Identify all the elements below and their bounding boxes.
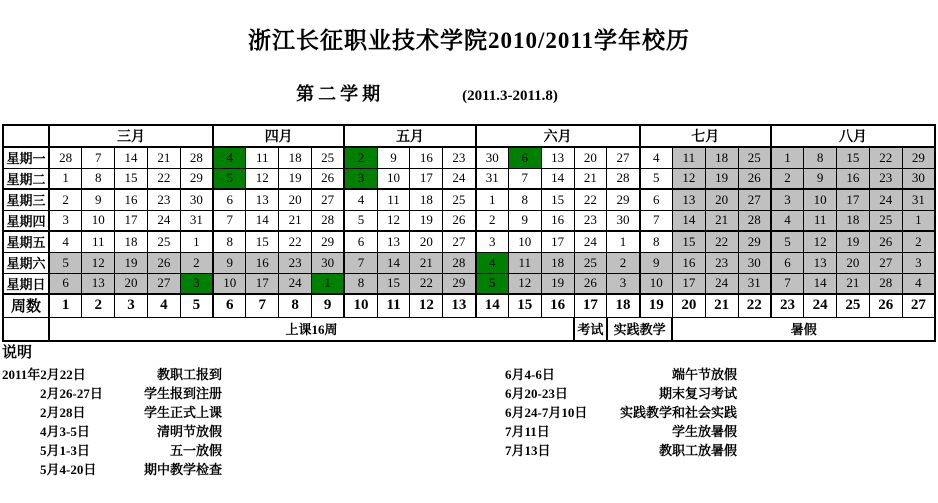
- date-cell: 16: [410, 147, 443, 168]
- date-cell: 30: [312, 252, 345, 273]
- date-cell: 8: [508, 189, 541, 210]
- date-cell: 20: [837, 252, 870, 273]
- date-cell: 12: [508, 273, 541, 294]
- date-cell: 2: [902, 231, 935, 252]
- date-cell: 17: [246, 273, 279, 294]
- date-cell: 5: [49, 252, 82, 273]
- date-cell: 24: [443, 168, 476, 189]
- weekday-label: 星期二: [3, 168, 49, 189]
- week-number-cell: 18: [607, 294, 640, 317]
- date-cell: 9: [640, 252, 673, 273]
- week-number-cell: 5: [180, 294, 213, 317]
- date-cell: 18: [705, 147, 738, 168]
- date-cell: 29: [738, 231, 771, 252]
- date-cell: 23: [147, 189, 180, 210]
- date-cell: 28: [312, 210, 345, 231]
- date-cell: 4: [213, 147, 246, 168]
- week-number-cell: 23: [771, 294, 804, 317]
- date-cell: 1: [771, 147, 804, 168]
- date-cell: 10: [804, 189, 837, 210]
- date-cell: 21: [574, 168, 607, 189]
- date-cell: 9: [213, 252, 246, 273]
- date-cell: 6: [640, 189, 673, 210]
- week-number-cell: 27: [902, 294, 935, 317]
- date-cell: 5: [344, 210, 377, 231]
- date-cell: 15: [541, 189, 574, 210]
- date-cell: 20: [279, 189, 312, 210]
- date-cell: 6: [213, 189, 246, 210]
- date-cell: 30: [476, 147, 509, 168]
- semester-label: 第二学期: [296, 84, 385, 104]
- month-header: 五月: [344, 125, 475, 147]
- note-event: 学生正式上课: [143, 405, 222, 420]
- weekday-row: [3, 210, 935, 231]
- date-cell: 22: [410, 273, 443, 294]
- note-item: [2, 383, 222, 402]
- date-cell: 6: [344, 231, 377, 252]
- corner-cell: [3, 125, 49, 147]
- weekday-row: [3, 168, 935, 189]
- note-event: 清明节放假: [156, 424, 222, 439]
- date-cell: 8: [804, 147, 837, 168]
- note-item: [2, 421, 222, 440]
- date-cell: 10: [640, 273, 673, 294]
- date-cell: 30: [902, 168, 935, 189]
- date-cell: 7: [344, 252, 377, 273]
- week-number-cell: 12: [410, 294, 443, 317]
- date-cell: 12: [672, 168, 705, 189]
- note-event: 学生放暑假: [671, 424, 737, 439]
- date-cell: 28: [869, 273, 902, 294]
- date-cell: 24: [705, 273, 738, 294]
- date-cell: 3: [344, 168, 377, 189]
- note-date: 4月3-5日: [40, 424, 90, 439]
- phase-cell: 考试: [574, 317, 607, 341]
- week-number-cell: 19: [640, 294, 673, 317]
- date-cell: 28: [738, 210, 771, 231]
- weekday-label: 星期六: [3, 252, 49, 273]
- date-cell: 19: [279, 168, 312, 189]
- date-cell: 2: [771, 168, 804, 189]
- week-number-cell: 24: [804, 294, 837, 317]
- date-cell: 31: [476, 168, 509, 189]
- date-cell: 6: [508, 147, 541, 168]
- note-item: [505, 440, 737, 459]
- date-cell: 25: [869, 210, 902, 231]
- note-item: [505, 421, 737, 440]
- note-event: 端午节放假: [671, 367, 737, 382]
- date-cell: 1: [476, 189, 509, 210]
- date-cell: 22: [279, 231, 312, 252]
- date-cell: 3: [180, 273, 213, 294]
- note-date: 7月11日: [505, 424, 550, 439]
- date-cell: 13: [672, 189, 705, 210]
- date-cell: 12: [82, 252, 115, 273]
- date-cell: 19: [115, 252, 148, 273]
- date-cell: 20: [115, 273, 148, 294]
- date-cell: 12: [377, 210, 410, 231]
- date-cell: 8: [640, 231, 673, 252]
- date-cell: 17: [672, 273, 705, 294]
- note-date: 7月13日: [505, 443, 551, 458]
- date-cell: 18: [410, 189, 443, 210]
- date-cell: 25: [147, 231, 180, 252]
- date-cell: 11: [377, 189, 410, 210]
- date-cell: 22: [574, 189, 607, 210]
- note-date: 2011年2月22日: [2, 367, 86, 382]
- date-cell: 4: [640, 147, 673, 168]
- date-cell: 23: [443, 147, 476, 168]
- date-cell: 5: [771, 231, 804, 252]
- date-cell: 26: [443, 210, 476, 231]
- date-cell: 25: [738, 147, 771, 168]
- date-cell: 10: [82, 210, 115, 231]
- date-cell: 3: [476, 231, 509, 252]
- date-cell: 13: [541, 147, 574, 168]
- date-cell: 25: [312, 147, 345, 168]
- week-number-cell: 20: [672, 294, 705, 317]
- date-cell: 18: [279, 147, 312, 168]
- date-cell: 17: [541, 231, 574, 252]
- date-cell: 24: [869, 189, 902, 210]
- date-cell: 31: [180, 210, 213, 231]
- notes-section: [2, 345, 938, 478]
- date-cell: 7: [640, 210, 673, 231]
- weekday-row: [3, 147, 935, 168]
- date-cell: 19: [705, 168, 738, 189]
- date-cell: 9: [804, 168, 837, 189]
- weekday-label: 星期三: [3, 189, 49, 210]
- date-cell: 29: [607, 189, 640, 210]
- date-cell: 30: [180, 189, 213, 210]
- date-cell: 16: [246, 252, 279, 273]
- week-number-cell: 25: [837, 294, 870, 317]
- date-cell: 21: [147, 147, 180, 168]
- date-cell: 18: [541, 252, 574, 273]
- date-cell: 11: [82, 231, 115, 252]
- week-number-cell: 17: [574, 294, 607, 317]
- month-header-row: [3, 125, 935, 147]
- date-cell: 16: [837, 168, 870, 189]
- date-cell: 31: [902, 189, 935, 210]
- date-cell: 14: [804, 273, 837, 294]
- date-cell: 9: [508, 210, 541, 231]
- phase-cell: 上课16周: [49, 317, 574, 341]
- date-cell: 22: [705, 231, 738, 252]
- date-cell: 1: [902, 210, 935, 231]
- week-number-cell: 21: [705, 294, 738, 317]
- date-cell: 15: [377, 273, 410, 294]
- date-cell: 29: [180, 168, 213, 189]
- date-cell: 3: [607, 273, 640, 294]
- date-cell: 27: [443, 231, 476, 252]
- date-cell: 4: [902, 273, 935, 294]
- date-cell: 11: [508, 252, 541, 273]
- date-cell: 2: [49, 189, 82, 210]
- date-cell: 1: [180, 231, 213, 252]
- note-item: [505, 383, 737, 402]
- page-title: 浙江长征职业技术学院2010/2011学年校历: [247, 28, 691, 53]
- date-cell: 3: [771, 189, 804, 210]
- week-row-label: 周数: [3, 294, 49, 317]
- notes-heading: 说明: [2, 345, 33, 361]
- phase-row-corner: [3, 317, 49, 341]
- date-cell: 24: [279, 273, 312, 294]
- note-item: [2, 459, 222, 478]
- week-number-cell: 1: [49, 294, 82, 317]
- week-number-row: [3, 294, 935, 317]
- week-number-cell: 10: [344, 294, 377, 317]
- date-cell: 19: [410, 210, 443, 231]
- month-header: 四月: [213, 125, 344, 147]
- weekday-label: 星期四: [3, 210, 49, 231]
- date-cell: 30: [738, 252, 771, 273]
- date-cell: 4: [49, 231, 82, 252]
- week-number-cell: 11: [377, 294, 410, 317]
- date-cell: 13: [82, 273, 115, 294]
- note-date: 2月28日: [40, 405, 86, 420]
- weekday-label: 星期五: [3, 231, 49, 252]
- note-event: 学生报到注册: [143, 386, 222, 401]
- note-date: 6月20-23日: [505, 386, 568, 401]
- note-event: 五一放假: [169, 443, 222, 458]
- date-cell: 21: [705, 210, 738, 231]
- date-cell: 26: [574, 273, 607, 294]
- week-number-cell: 26: [869, 294, 902, 317]
- month-header: 八月: [771, 125, 935, 147]
- date-cell: 1: [312, 273, 345, 294]
- date-cell: 2: [180, 252, 213, 273]
- date-cell: 4: [476, 252, 509, 273]
- notes-column-right: [505, 364, 737, 478]
- date-cell: 14: [115, 147, 148, 168]
- date-cell: 27: [147, 273, 180, 294]
- weekday-label: 星期一: [3, 147, 49, 168]
- semester-line: [0, 82, 896, 108]
- week-number-cell: 3: [115, 294, 148, 317]
- date-cell: 3: [49, 210, 82, 231]
- week-number-cell: 9: [312, 294, 345, 317]
- notes-columns: [2, 364, 938, 478]
- note-date: 5月4-20日: [40, 462, 97, 477]
- date-cell: 15: [837, 147, 870, 168]
- date-cell: 29: [443, 273, 476, 294]
- weekday-row: [3, 252, 935, 273]
- notes-column-left: [2, 364, 222, 478]
- weekday-row: [3, 231, 935, 252]
- phase-row: [3, 317, 935, 341]
- date-cell: 23: [705, 252, 738, 273]
- date-cell: 27: [607, 147, 640, 168]
- phase-cell: 实践教学: [607, 317, 673, 341]
- week-number-cell: 13: [443, 294, 476, 317]
- date-cell: 13: [246, 189, 279, 210]
- date-cell: 28: [180, 147, 213, 168]
- date-cell: 17: [115, 210, 148, 231]
- date-cell: 25: [443, 189, 476, 210]
- date-cell: 15: [246, 231, 279, 252]
- date-cell: 18: [837, 210, 870, 231]
- date-cell: 8: [213, 231, 246, 252]
- date-cell: 16: [541, 210, 574, 231]
- date-cell: 27: [869, 252, 902, 273]
- date-cell: 1: [49, 168, 82, 189]
- date-cell: 1: [607, 231, 640, 252]
- date-cell: 9: [82, 189, 115, 210]
- date-cell: 24: [147, 210, 180, 231]
- date-cell: 8: [82, 168, 115, 189]
- date-cell: 28: [49, 147, 82, 168]
- date-cell: 19: [541, 273, 574, 294]
- week-number-cell: 8: [279, 294, 312, 317]
- note-item: [2, 402, 222, 421]
- note-date: 6月24-7月10日: [505, 405, 588, 420]
- week-number-cell: 14: [476, 294, 509, 317]
- date-cell: 18: [115, 231, 148, 252]
- date-cell: 7: [508, 168, 541, 189]
- date-cell: 11: [246, 147, 279, 168]
- date-cell: 30: [607, 210, 640, 231]
- date-cell: 26: [312, 168, 345, 189]
- date-cell: 4: [771, 210, 804, 231]
- date-cell: 11: [672, 147, 705, 168]
- date-cell: 26: [869, 231, 902, 252]
- date-cell: 17: [410, 168, 443, 189]
- date-cell: 2: [607, 252, 640, 273]
- note-event: 教职工报到: [156, 367, 222, 382]
- date-cell: 15: [672, 231, 705, 252]
- date-cell: 23: [574, 210, 607, 231]
- date-cell: 7: [771, 273, 804, 294]
- note-item: [505, 402, 737, 421]
- date-cell: 14: [246, 210, 279, 231]
- month-header: 六月: [476, 125, 640, 147]
- date-cell: 19: [837, 231, 870, 252]
- date-cell: 8: [344, 273, 377, 294]
- weekday-row: [3, 273, 935, 294]
- date-cell: 26: [738, 168, 771, 189]
- note-event: 期末复习考试: [658, 386, 737, 401]
- date-cell: 10: [377, 168, 410, 189]
- date-cell: 11: [804, 210, 837, 231]
- date-cell: 27: [312, 189, 345, 210]
- note-event: 教职工放暑假: [658, 443, 737, 458]
- date-cell: 5: [476, 273, 509, 294]
- weekday-row: [3, 189, 935, 210]
- date-cell: 21: [410, 252, 443, 273]
- week-number-cell: 7: [246, 294, 279, 317]
- date-cell: 12: [246, 168, 279, 189]
- date-cell: 20: [705, 189, 738, 210]
- date-cell: 22: [147, 168, 180, 189]
- note-item: [2, 440, 222, 459]
- date-cell: 27: [738, 189, 771, 210]
- week-number-cell: 15: [508, 294, 541, 317]
- date-cell: 26: [147, 252, 180, 273]
- note-event: 期中教学检查: [143, 462, 222, 477]
- week-number-cell: 22: [738, 294, 771, 317]
- date-cell: 23: [279, 252, 312, 273]
- date-cell: 28: [607, 168, 640, 189]
- date-cell: 2: [476, 210, 509, 231]
- date-cell: 20: [574, 147, 607, 168]
- date-cell: 14: [672, 210, 705, 231]
- date-cell: 14: [377, 252, 410, 273]
- date-cell: 9: [377, 147, 410, 168]
- date-cell: 16: [115, 189, 148, 210]
- week-number-cell: 2: [82, 294, 115, 317]
- note-date: 6月4-6日: [505, 367, 555, 382]
- date-cell: 2: [344, 147, 377, 168]
- note-date: 5月1-3日: [40, 443, 90, 458]
- date-cell: 6: [49, 273, 82, 294]
- calendar-table: [2, 124, 936, 342]
- date-cell: 10: [213, 273, 246, 294]
- date-cell: 16: [672, 252, 705, 273]
- date-cell: 4: [344, 189, 377, 210]
- date-cell: 24: [574, 231, 607, 252]
- date-cell: 17: [837, 189, 870, 210]
- date-cell: 14: [541, 168, 574, 189]
- date-cell: 21: [837, 273, 870, 294]
- date-cell: 25: [574, 252, 607, 273]
- date-cell: 7: [213, 210, 246, 231]
- date-cell: 29: [902, 147, 935, 168]
- note-item: [505, 364, 737, 383]
- weekday-label: 星期日: [3, 273, 49, 294]
- date-cell: 5: [640, 168, 673, 189]
- week-number-cell: 16: [541, 294, 574, 317]
- date-cell: 13: [804, 252, 837, 273]
- note-item: [2, 364, 222, 383]
- date-cell: 7: [82, 147, 115, 168]
- date-cell: 3: [902, 252, 935, 273]
- date-cell: 31: [738, 273, 771, 294]
- week-number-cell: 6: [213, 294, 246, 317]
- week-number-cell: 4: [147, 294, 180, 317]
- month-header: 三月: [49, 125, 213, 147]
- date-cell: 23: [869, 168, 902, 189]
- date-cell: 29: [312, 231, 345, 252]
- date-cell: 15: [115, 168, 148, 189]
- date-cell: 6: [771, 252, 804, 273]
- month-header: 七月: [640, 125, 771, 147]
- date-cell: 21: [279, 210, 312, 231]
- date-cell: 28: [443, 252, 476, 273]
- date-cell: 12: [804, 231, 837, 252]
- date-cell: 13: [377, 231, 410, 252]
- date-cell: 22: [869, 147, 902, 168]
- note-event: 实践教学和社会实践: [620, 405, 738, 420]
- note-date: 2月26-27日: [40, 386, 103, 401]
- phase-cell: 暑假: [672, 317, 935, 341]
- date-cell: 5: [213, 168, 246, 189]
- semester-range: (2011.3-2011.8): [462, 88, 558, 104]
- date-cell: 10: [508, 231, 541, 252]
- date-cell: 20: [410, 231, 443, 252]
